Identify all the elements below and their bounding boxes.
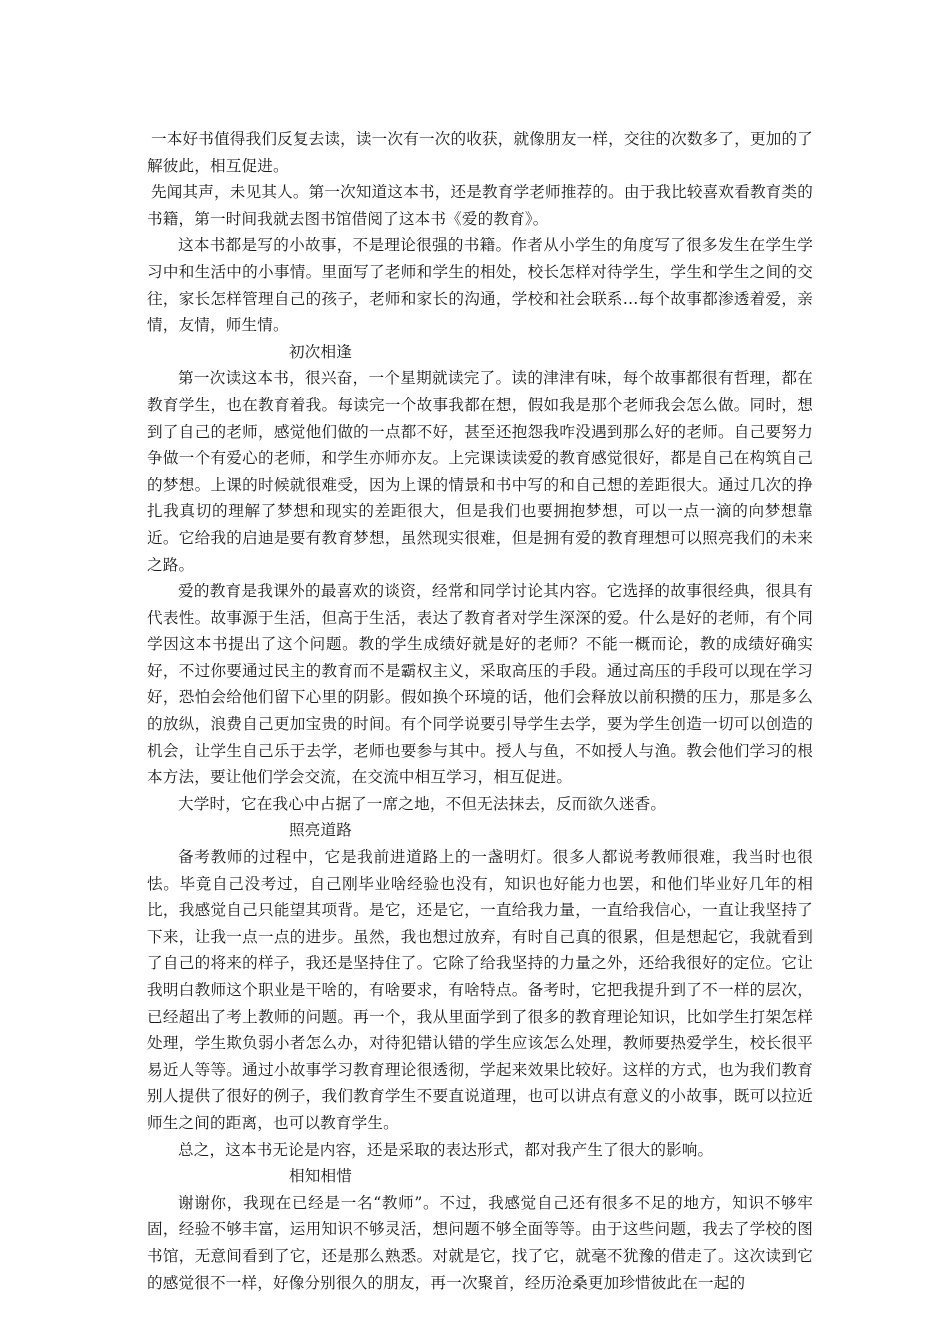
paragraph-conclusion: 总之，这本书无论是内容，还是采取的表达形式，都对我产生了很大的影响。 — [178, 1140, 714, 1159]
paragraph-exam-preparation: 备考教师的过程中，它是我前进道路上的一盏明灯。很多人都说考教师很难，我当时也很怯。毕竟自己没考过，自己刚毕业啥经验也没有，知识也好能力也罢，和他们毕业好几年的相比，我感觉自己只能望其项背。是它，还是它，一直给我力量，一直给我信心，一直让我坚持了下来，让我一点一点的进步。虽然，我也想过放弃，有时自己真的很累，但是想起它，我就看到了自己的将来的样子，我还是坚持住了。它除了给我坚持的力量之外，还给我很好的定位。它让我明白教师这个职业是干啥的，有啥要求，有啥特点。备考时，它把我提升到了不一样的层次，已经超出了考上教师的问题。再一个，我从里面学到了很多的教育理论知识，比如学生打架怎样处理，学生欺负弱小者怎么办，对待犯错认错的学生应该怎么处理，教师要热爱学生，校长很平易近人等等。通过小故事学习教育理论很透彻，学起来效果比较好。这样的方式，也为我们教育别人提供了很好的例子，我们教育学生不要直说道理，也可以讲点有意义的小故事，既可以拉近师生之间的距离，也可以教育学生。 — [147, 848, 813, 1132]
paragraph-first-encounter-intro: 先闻其声，未见其人。第一次知道这本书，还是教育学老师推荐的。由于我比较喜欢看教育类的书籍，第一时间我就去图书馆借阅了这本书《爱的教育》。 — [147, 183, 813, 228]
document-body — [147, 126, 813, 1296]
paragraph-first-reading: 第一次读这本书，很兴奋，一个星期就读完了。读的津津有味，每个故事都很有哲理，都在教育学生，也在教育着我。每读完一个故事我都在想，假如我是那个老师我会怎么做。同时，想到了自己的老师，感觉他们做的一点都不好，甚至还抱怨我咋没遇到那么好的老师。自己要努力争做一个有爱心的老师，和学生亦师亦友。上完课读读爱的教育感觉很好，都是自己在构筑自己的梦想。上课的时候就很难受，因为上课的情景和书中写的和自己想的差距很大。通过几次的挣扎我真切的理解了梦想和现实的差距很大，但是我们也要拥抱梦想，可以一点一滴的向梦想靠近。它给我的启迪是要有教育梦想，虽然现实很难，但是拥有爱的教育理想可以照亮我们的未来之路。 — [147, 369, 813, 574]
paragraph-university: 大学时，它在我心中占据了一席之地，不但无法抹去，反而欲久迷香。 — [178, 794, 667, 813]
paragraph-discussion: 爱的教育是我课外的最喜欢的谈资，经常和同学讨论其内容。它选择的故事很经典，很具有代表性。故事源于生活，但高于生活，表达了教育者对学生深深的爱。什么是好的老师，有个同学因这本书提出了这个问题。教的学生成绩好就是好的老师？不能一概而论，教的成绩好确实好，不过你要通过民主的教育而不是霸权主义，采取高压的手段。通过高压的手段可以现在学习好，恐怕会给他们留下心里的阴影。假如换个环境的话，他们会释放以前积攒的压力，那是多么的放纵，浪费自己更加宝贵的时间。有个同学说要引导学生去学，要为学生创造一切可以创造的机会，让学生自己乐于去学，老师也要参与其中。授人与鱼，不如授人与渔。教会他们学习的根本方法，要让他们学会交流，在交流中相互学习，相互促进。 — [147, 582, 813, 787]
section-heading-lighting-the-way: 照亮道路 — [289, 821, 352, 840]
paragraph-intro: 一本好书值得我们反复去读，读一次有一次的收获，就像朋友一样，交往的次数多了，更加的了解彼此，相互促进。 — [147, 130, 813, 175]
paragraph-book-summary: 这本书都是写的小故事，不是理论很强的书籍。作者从小学生的角度写了很多发生在学生学习中和生活中的小事情。里面写了老师和学生的相处，校长怎样对待学生，学生和学生之间的交往，家长怎样管理自己的孩子，老师和家长的沟通，学校和社会联系…每个故事都渗透着爱，亲情，友情，师生情。 — [147, 236, 813, 335]
paragraph-now-teacher: 谢谢你，我现在已经是一名“教师”。不过，我感觉自己还有很多不足的地方，知识不够牢固，经验不够丰富，运用知识不够灵活，想问题不够全面等等。由于这些问题，我去了学校的图书馆，无意间看到了它，还是那么熟悉。对就是它，找了它，就毫不犹豫的借走了。这次读到它的感觉很不一样，好像分别很久的朋友，再一次聚首，经历沧桑更加珍惜彼此在一起的 — [147, 1193, 813, 1292]
section-heading-first-meeting: 初次相逢 — [289, 342, 352, 361]
section-heading-mutual-understanding: 相知相惜 — [289, 1167, 352, 1186]
